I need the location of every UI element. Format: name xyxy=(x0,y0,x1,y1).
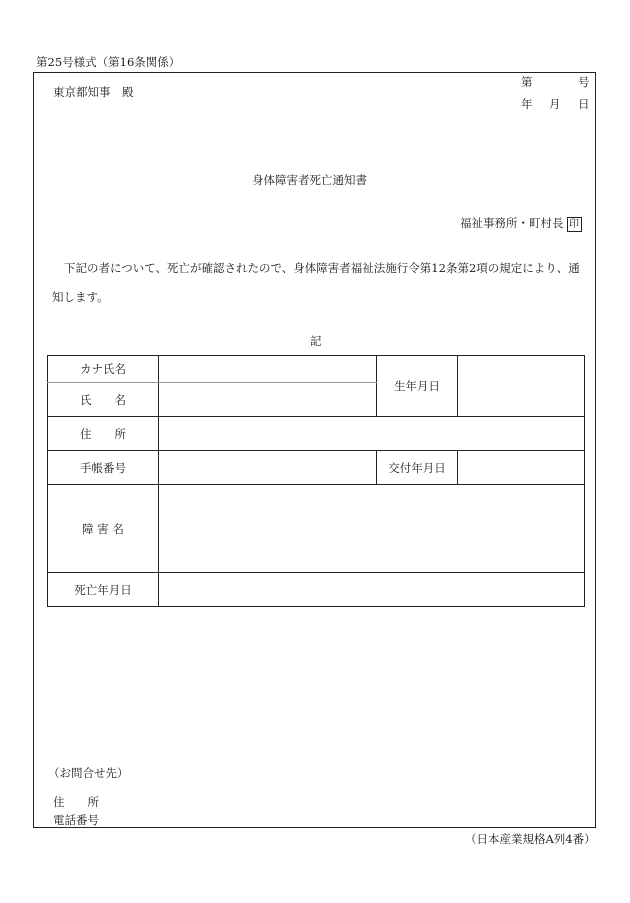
ki-label: 記 xyxy=(310,334,322,348)
body-text xyxy=(52,254,586,312)
birthdate-value[interactable] xyxy=(458,356,585,417)
contact-heading: （お問合せ先） xyxy=(48,766,129,780)
disability-label: 障 害 名 xyxy=(48,485,159,573)
disability-value[interactable] xyxy=(159,485,585,573)
recipient: 東京都知事 殿 xyxy=(53,85,134,99)
notebook-no-label: 手帳番号 xyxy=(48,451,159,485)
address-value[interactable] xyxy=(159,417,585,451)
contact-phone-label: 電話番号 xyxy=(53,813,99,827)
contact-address-label: 住 所 xyxy=(53,795,99,809)
issue-date-label: 交付年月日 xyxy=(377,451,458,485)
death-date-value[interactable] xyxy=(159,573,585,607)
kana-name-value[interactable] xyxy=(159,356,377,383)
detail-table xyxy=(47,355,585,607)
doc-number-dai: 第 xyxy=(521,75,533,89)
date-year: 年 xyxy=(521,97,533,111)
seal-mark: 印 xyxy=(567,217,582,232)
kana-name-label: カナ氏名 xyxy=(48,356,159,383)
jis-size-note: （日本産業規格A列4番） xyxy=(465,832,596,846)
sender-line xyxy=(460,215,582,232)
name-value[interactable] xyxy=(159,383,377,417)
issue-date-value[interactable] xyxy=(458,451,585,485)
name-label: 氏 名 xyxy=(48,383,159,417)
document-title: 身体障害者死亡通知書 xyxy=(252,173,367,187)
address-label: 住 所 xyxy=(48,417,159,451)
date-month: 月 xyxy=(549,97,561,111)
death-date-label: 死亡年月日 xyxy=(48,573,159,607)
sender: 福祉事務所・町村長 xyxy=(460,216,564,230)
notebook-no-value[interactable] xyxy=(159,451,377,485)
birthdate-label: 生年月日 xyxy=(377,356,458,417)
doc-number-go: 号 xyxy=(578,75,590,89)
form-number: 第25号様式（第16条関係） xyxy=(36,55,181,69)
body-line-1: 下記の者について、死亡が確認されたので、身体障害者福祉法施行令第12条第2項の規定により、通 xyxy=(64,261,580,275)
body-line-2: 知します。 xyxy=(52,290,109,304)
date-day: 日 xyxy=(578,97,590,111)
